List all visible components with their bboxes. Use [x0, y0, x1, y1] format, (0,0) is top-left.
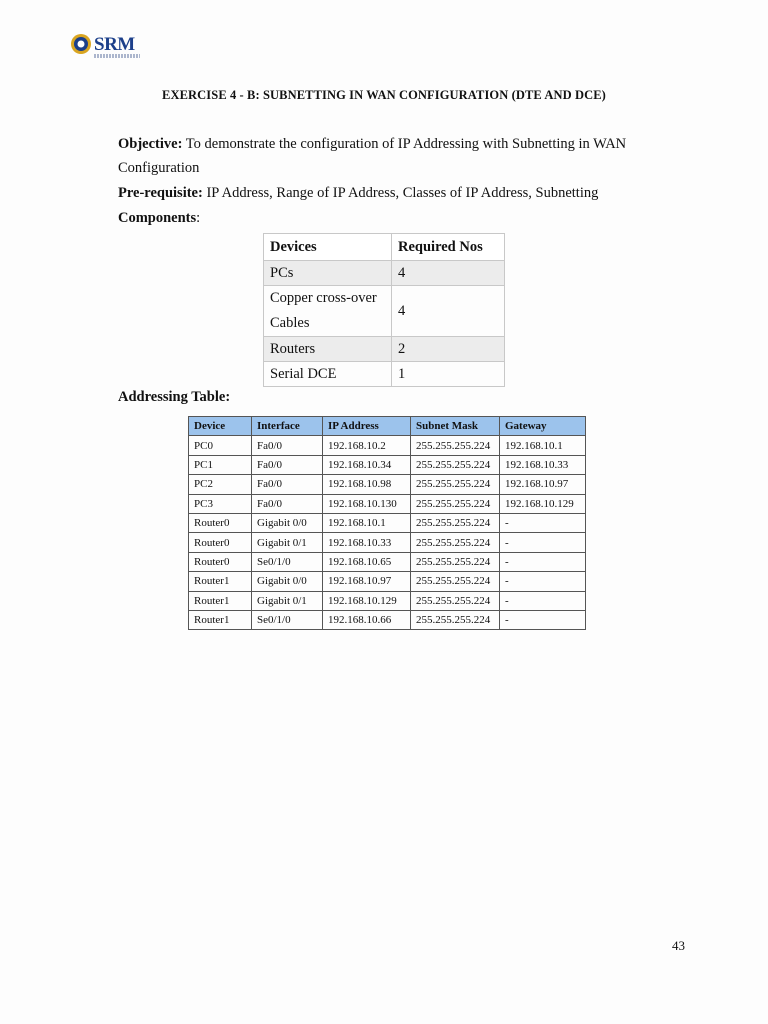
table-cell: 255.255.255.224 — [411, 591, 500, 610]
table-row — [189, 475, 586, 494]
objective-text: To demonstrate the configuration of IP Addressing with Subnetting in WAN — [182, 136, 627, 152]
addressing-table — [188, 416, 586, 630]
table-cell: 192.168.10.97 — [323, 572, 411, 591]
table-row — [264, 362, 505, 387]
addressing-table-label: Addressing Table: — [118, 389, 231, 405]
logo-tagline — [94, 54, 140, 58]
table-cell: 2 — [392, 337, 505, 362]
table-cell: 192.168.10.34 — [323, 455, 411, 474]
table-cell: Fa0/0 — [252, 475, 323, 494]
table-cell: - — [500, 533, 586, 552]
table-cell: Routers — [264, 337, 392, 362]
table-cell: Gigabit 0/0 — [252, 513, 323, 532]
table-cell: 192.168.10.129 — [323, 591, 411, 610]
table-cell: 192.168.10.129 — [500, 494, 586, 513]
table-row — [264, 261, 505, 286]
table-cell: Fa0/0 — [252, 455, 323, 474]
table-row — [189, 513, 586, 532]
table-cell: 255.255.255.224 — [411, 610, 500, 629]
table-cell: - — [500, 610, 586, 629]
prerequisite-text: IP Address, Range of IP Address, Classes of IP Address, Subnetting — [202, 185, 599, 201]
table-cell: Router0 — [189, 513, 252, 532]
table-cell: - — [500, 572, 586, 591]
table-cell: - — [500, 552, 586, 571]
table-cell: PC3 — [189, 494, 252, 513]
addressing-header-row — [189, 417, 586, 436]
objective-label: Objective: — [118, 136, 183, 152]
table-cell: 192.168.10.1 — [500, 436, 586, 455]
table-cell: Fa0/0 — [252, 436, 323, 455]
table-cell: PC0 — [189, 436, 252, 455]
column-header: Subnet Mask — [411, 417, 500, 436]
column-header: IP Address — [323, 417, 411, 436]
column-header: Gateway — [500, 417, 586, 436]
table-cell: 4 — [392, 261, 505, 286]
column-header: Devices — [264, 234, 392, 261]
table-cell: PC2 — [189, 475, 252, 494]
table-row — [264, 286, 505, 337]
table-cell: Fa0/0 — [252, 494, 323, 513]
table-cell: Router1 — [189, 572, 252, 591]
table-cell: - — [500, 591, 586, 610]
table-row — [189, 610, 586, 629]
table-cell: Copper cross-over Cables — [264, 286, 392, 337]
table-cell: 1 — [392, 362, 505, 387]
table-cell: 192.168.10.98 — [323, 475, 411, 494]
srm-emblem-icon — [70, 33, 92, 55]
table-cell: 192.168.10.1 — [323, 513, 411, 532]
table-cell: 192.168.10.2 — [323, 436, 411, 455]
table-cell: 255.255.255.224 — [411, 436, 500, 455]
table-cell: PC1 — [189, 455, 252, 474]
table-cell: Gigabit 0/0 — [252, 572, 323, 591]
table-cell: 255.255.255.224 — [411, 552, 500, 571]
objective-line2: Configuration — [118, 160, 200, 176]
table-cell: 192.168.10.66 — [323, 610, 411, 629]
table-cell: 255.255.255.224 — [411, 513, 500, 532]
table-cell: Router1 — [189, 591, 252, 610]
table-row — [189, 436, 586, 455]
column-header: Device — [189, 417, 252, 436]
prerequisite-label: Pre-requisite: — [118, 185, 203, 201]
components-header-row — [264, 234, 505, 261]
table-cell: 192.168.10.97 — [500, 475, 586, 494]
table-cell: Router0 — [189, 552, 252, 571]
table-cell: Router1 — [189, 610, 252, 629]
table-row — [189, 533, 586, 552]
table-row — [264, 337, 505, 362]
table-cell: 255.255.255.224 — [411, 455, 500, 474]
table-cell: 255.255.255.224 — [411, 533, 500, 552]
logo-text: SRM — [94, 33, 135, 55]
components-table — [263, 233, 505, 387]
table-row — [189, 591, 586, 610]
table-cell: 192.168.10.65 — [323, 552, 411, 571]
table-cell: 255.255.255.224 — [411, 494, 500, 513]
column-header: Required Nos — [392, 234, 505, 261]
table-cell: - — [500, 513, 586, 532]
table-cell: 192.168.10.33 — [500, 455, 586, 474]
table-row — [189, 552, 586, 571]
table-cell: 192.168.10.33 — [323, 533, 411, 552]
table-cell: Serial DCE — [264, 362, 392, 387]
prerequisite-line — [118, 181, 598, 205]
objective-line1 — [118, 132, 626, 156]
table-cell: 4 — [392, 286, 505, 337]
table-row — [189, 572, 586, 591]
table-cell: 255.255.255.224 — [411, 572, 500, 591]
table-cell: PCs — [264, 261, 392, 286]
table-cell: 255.255.255.224 — [411, 475, 500, 494]
table-cell: Gigabit 0/1 — [252, 591, 323, 610]
components-label: Components — [118, 210, 197, 226]
table-cell: Se0/1/0 — [252, 552, 323, 571]
table-cell: Gigabit 0/1 — [252, 533, 323, 552]
table-cell: Se0/1/0 — [252, 610, 323, 629]
column-header: Interface — [252, 417, 323, 436]
page-number: 43 — [672, 938, 685, 953]
table-row — [189, 455, 586, 474]
table-cell: 192.168.10.130 — [323, 494, 411, 513]
exercise-title: EXERCISE 4 - B: SUBNETTING IN WAN CONFIGURATION (DTE AND DCE) — [162, 88, 606, 102]
table-row — [189, 494, 586, 513]
table-cell: Router0 — [189, 533, 252, 552]
components-line: Components: — [118, 210, 201, 226]
